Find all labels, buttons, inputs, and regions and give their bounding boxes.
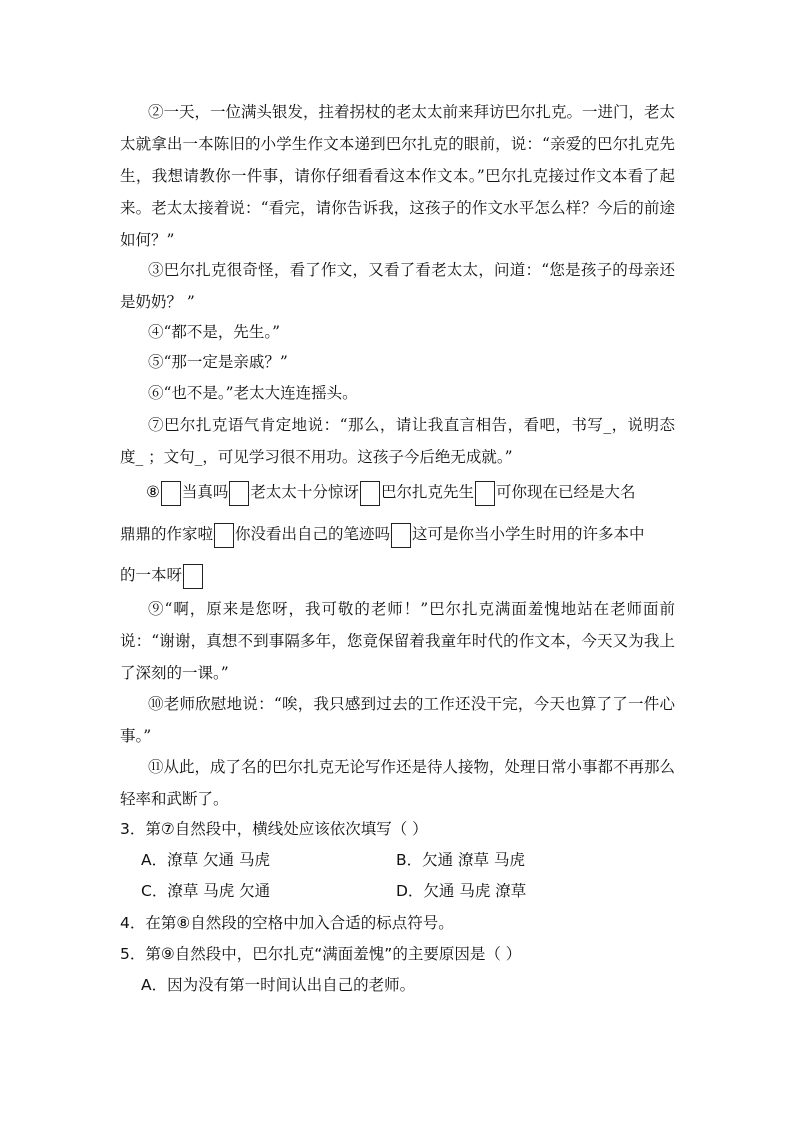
paragraph-2: ②一天，一位满头银发，拄着拐杖的老太太前来拜访巴尔扎克。一进门，老太太就拿出一本陈旧的小学生作文本递到巴尔扎克的眼前，说：“亲爱的巴尔扎克先生，我想请教你一件事，请你仔细看看这本作文本。”巴尔扎克接过作文本看了起来。老太太接着说：“看完，请你告诉我，这孩子的作文水平怎么样？今后的前途如何？” xyxy=(120,103,676,249)
paragraph-11: ⑪从此，成了名的巴尔扎克无论写作还是待人接物，处理日常小事都不再那么轻率和武断了。 xyxy=(120,758,676,808)
punctuation-blank[interactable] xyxy=(391,523,411,548)
option-5a[interactable]: A．因为没有第一时间认出自己的老师。 xyxy=(141,976,416,994)
paragraph-10: ⑩老师欣慰地说：“唉，我只感到过去的工作还没干完，今天也算了了一件心事。” xyxy=(120,695,675,745)
option-3c[interactable]: C．潦草 马虎 欠通 xyxy=(141,882,271,900)
text-segment: 巴尔扎克先生 xyxy=(380,483,474,501)
option-3b[interactable]: B．欠通 潦草 马虎 xyxy=(396,851,525,869)
punctuation-blank[interactable] xyxy=(229,481,249,506)
option-3a[interactable]: A．潦草 欠通 马虎 xyxy=(141,851,270,869)
text-segment: 的一本呀 xyxy=(120,566,183,584)
punctuation-blank[interactable] xyxy=(214,523,234,548)
text-segment: 老太太十分惊讶 xyxy=(250,483,359,501)
question-4: 4．在第⑧自然段的空格中加入合适的标点符号。 xyxy=(120,914,454,932)
paragraph-8-line-1 xyxy=(146,476,635,508)
paragraph-3: ③巴尔扎克很奇怪，看了作文，又看了看老太太，问道：“您是孩子的母亲还是奶奶？ ” xyxy=(120,261,675,311)
punctuation-blank[interactable] xyxy=(360,481,380,506)
paragraph-4: ④“都不是，先生。” xyxy=(148,323,281,341)
text-segment: 当真吗 xyxy=(181,483,229,501)
question-3: 3．第⑦自然段中，横线处应该依次填写（ ） xyxy=(120,820,428,838)
paragraph-6: ⑥“也不是。”老太大连连摇头。 xyxy=(148,384,358,402)
paragraph-8-line-3 xyxy=(120,559,204,591)
question-5: 5．第⑨自然段中，巴尔扎克“满面羞愧”的主要原因是（ ） xyxy=(120,945,522,963)
text-segment: 你没看出自己的笔迹吗 xyxy=(235,525,391,543)
option-3d[interactable]: D．欠通 马虎 潦草 xyxy=(396,882,527,900)
paragraph-8-line-2 xyxy=(120,518,645,550)
paragraph-7: ⑦巴尔扎克语气肯定地说：“那么，请让我直言相告，看吧，书写_，说明态度_ ；文句_，可见学习很不用功。这孩子今后绝无成就。” xyxy=(120,416,675,466)
paragraph-9: ⑨“啊，原来是您呀，我可敬的老师！”巴尔扎克满面羞愧地站在老师面前说：“谢谢，真想不到事隔多年，您竟保留着我童年时代的作文本，今天又为我上了深刻的一课。” xyxy=(120,600,675,682)
text-segment: 这可是你当小学生时用的许多本中 xyxy=(412,525,645,543)
text-segment: 可你现在已经是大名 xyxy=(495,483,636,501)
paragraph-number: ⑧ xyxy=(146,483,160,501)
punctuation-blank[interactable] xyxy=(161,481,181,506)
punctuation-blank[interactable] xyxy=(475,481,495,506)
text-segment: 鼎鼎的作家啦 xyxy=(120,525,214,543)
paragraph-5: ⑤“那一定是亲戚？” xyxy=(148,353,288,371)
punctuation-blank[interactable] xyxy=(183,564,203,589)
